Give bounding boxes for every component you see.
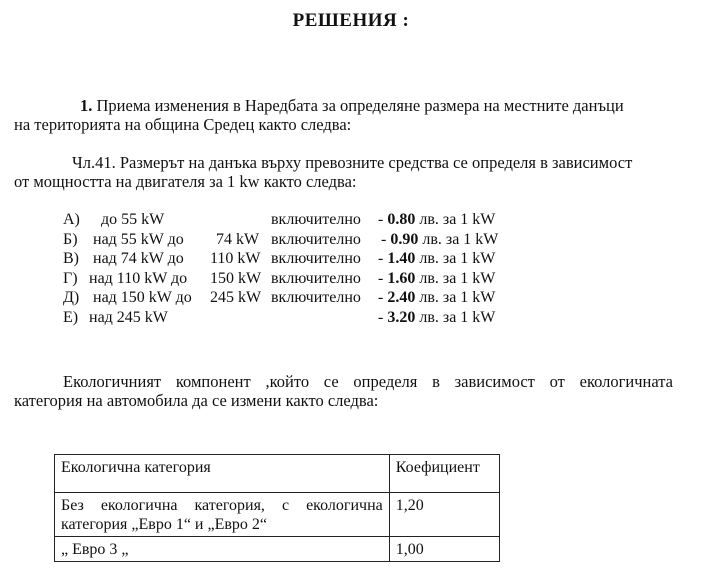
rate-unit: лв. за 1 kW bbox=[419, 289, 496, 306]
rate-dash: - bbox=[378, 250, 384, 267]
rate-to: 150 kW bbox=[210, 269, 262, 287]
rate-letter: Г) bbox=[63, 269, 78, 287]
eco-line2: категория на автомобила да се измени както следва: bbox=[14, 391, 379, 410]
rate-from: над 55 kW до bbox=[93, 230, 184, 248]
rate-price: 0.90 bbox=[390, 230, 419, 248]
rate-to: 110 kW bbox=[210, 250, 261, 267]
rate-price: 0.80 bbox=[387, 211, 416, 228]
rate-from: над 150 kW до bbox=[93, 289, 192, 306]
rate-letter: Е) bbox=[63, 308, 79, 326]
rate-inclusive: включително bbox=[271, 211, 361, 228]
rate-from: над 245 kW bbox=[89, 308, 168, 326]
rate-dash: - bbox=[378, 211, 384, 228]
rate-to: 74 kW bbox=[216, 230, 260, 248]
rate-inclusive: включително bbox=[271, 250, 361, 267]
table-header-category: Екологична категория bbox=[55, 455, 390, 493]
rate-inclusive: включително bbox=[271, 289, 361, 306]
article-paragraph bbox=[0, 153, 702, 191]
table-header-coefficient: Коефициент bbox=[389, 455, 499, 493]
rate-from: над 110 kW до bbox=[89, 269, 188, 287]
rate-inclusive: включително bbox=[271, 230, 361, 248]
item-1-number: 1. bbox=[80, 96, 93, 115]
rate-letter: А) bbox=[63, 211, 80, 228]
rate-price: 1.40 bbox=[387, 250, 416, 267]
rate-dash: - bbox=[378, 308, 384, 326]
rate-unit: лв. за 1 kW bbox=[422, 230, 499, 248]
table-row bbox=[55, 537, 500, 562]
rate-dash: - bbox=[378, 269, 384, 287]
table-cell-category: Без екологична категория, с екологична категория „Евро 1“ и „Евро 2“ bbox=[61, 497, 383, 533]
rate-to: 245 kW bbox=[210, 289, 262, 306]
rate-from: до 55 kW bbox=[101, 211, 165, 228]
rate-dash: - bbox=[381, 230, 387, 248]
table-header-row bbox=[55, 455, 500, 493]
item-1-line1: Приема изменения в Наредбата за определяне размера на местните данъци bbox=[96, 96, 624, 115]
table-row bbox=[55, 493, 500, 537]
rate-unit: лв. за 1 kW bbox=[419, 269, 496, 287]
article-line2: от мощността на двигателя за 1 kw както следва: bbox=[14, 172, 357, 191]
rate-price: 3.20 bbox=[387, 308, 416, 326]
article-line1: Чл.41. Размерът на данъка върху превозните средства се определя в зависимост bbox=[72, 153, 633, 172]
rate-inclusive: включително bbox=[271, 269, 361, 287]
rate-from: над 74 kW до bbox=[93, 250, 184, 267]
rate-unit: лв. за 1 kW bbox=[419, 211, 496, 228]
rate-letter: Д) bbox=[63, 289, 80, 306]
eco-paragraph bbox=[0, 372, 702, 410]
rate-dash: - bbox=[378, 289, 384, 306]
rate-price: 2.40 bbox=[387, 289, 416, 306]
rate-letter: Б) bbox=[63, 230, 78, 248]
item-1-line2: на територията на община Средец както следва: bbox=[14, 115, 352, 134]
eco-coefficient-table bbox=[54, 454, 500, 562]
rate-price: 1.60 bbox=[387, 269, 416, 287]
eco-line1: Екологичният компонент ,който се определя в зависимост от екологичната bbox=[63, 372, 673, 391]
rate-unit: лв. за 1 kW bbox=[419, 308, 496, 326]
table-cell-category: „ Евро 3 „ bbox=[55, 537, 390, 562]
table-cell-coefficient: 1,20 bbox=[389, 493, 499, 537]
page-title: РЕШЕНИЯ : bbox=[292, 10, 410, 31]
rate-letter: В) bbox=[63, 250, 79, 267]
item-1-paragraph bbox=[0, 96, 702, 134]
table-cell-coefficient: 1,00 bbox=[389, 537, 499, 562]
rate-unit: лв. за 1 kW bbox=[419, 250, 496, 267]
